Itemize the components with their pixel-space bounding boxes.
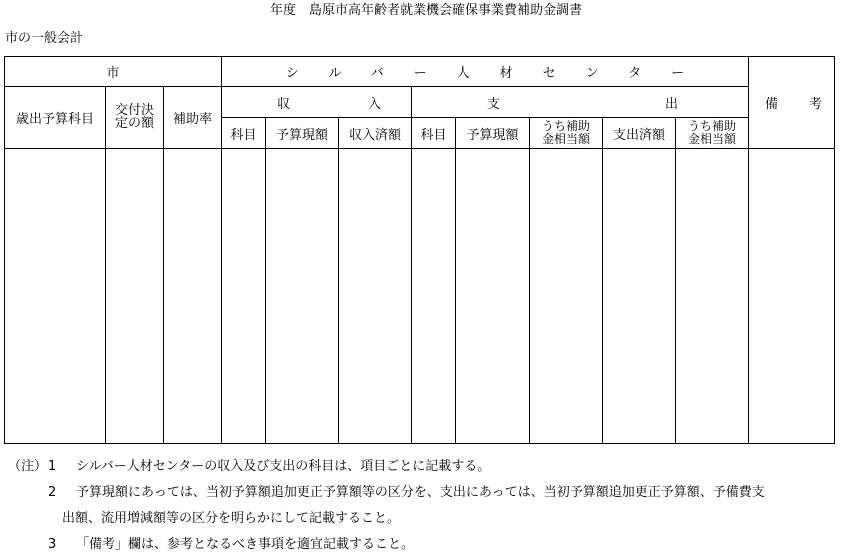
expense-subsidy-share-header xyxy=(530,118,603,149)
decided-line-1: 交付決 xyxy=(114,103,154,118)
silver-center-header xyxy=(222,57,749,87)
city-subject-header: 歳出予算科目 xyxy=(5,87,106,149)
notes-section xyxy=(8,454,852,558)
note-item-1 xyxy=(8,454,852,480)
expense-char-1: 支 xyxy=(487,96,501,112)
note-number: 3 xyxy=(48,537,57,552)
income-header xyxy=(222,87,412,118)
income-received-header: 収入済額 xyxy=(339,118,412,149)
expense-header xyxy=(412,87,749,118)
income-budget-header: 予算現額 xyxy=(266,118,339,149)
expense-paid-header: 支出済額 xyxy=(603,118,676,149)
income-char-2: 入 xyxy=(367,96,381,112)
income-char-1: 収 xyxy=(277,96,291,112)
expense-budget-header: 予算現額 xyxy=(456,118,530,149)
decided-amount-header xyxy=(106,87,164,149)
note-item-2 xyxy=(8,480,852,506)
decided-line-2: 定の額 xyxy=(114,116,154,131)
paid-subsidy-line-2: 金相当額 xyxy=(687,132,736,146)
cell-remarks[interactable] xyxy=(749,149,835,444)
account-label: 市の一般会計 xyxy=(5,31,84,46)
subsidy-rate-header: 補助率 xyxy=(164,87,222,149)
note-text-continued: 出額、流用増減額等の区分を明らかにして記載すること。 xyxy=(62,511,401,526)
subsidy-table xyxy=(4,56,835,444)
cell-expense-subsidy-share[interactable] xyxy=(530,149,603,444)
cell-expense-subject[interactable] xyxy=(412,149,456,444)
notes-prefix: （注） xyxy=(8,459,48,474)
subsidy-share-line-1: うち補助 xyxy=(541,119,590,133)
table-body-row xyxy=(5,149,835,444)
remarks-header xyxy=(749,57,835,149)
cell-decided-amount[interactable] xyxy=(106,149,164,444)
subsidy-share-line-2: 金相当額 xyxy=(541,132,590,146)
note-text: 予算現額にあっては、当初予算額追加更正予算額等の区分を、支出にあっては、当初予算額追加更正予算額、予備費支 xyxy=(76,485,765,500)
expense-subject-header: 科目 xyxy=(412,118,456,149)
cell-income-budget[interactable] xyxy=(266,149,339,444)
cell-income-subject[interactable] xyxy=(222,149,266,444)
cell-paid-subsidy-share[interactable] xyxy=(676,149,749,444)
city-header: 市 xyxy=(5,57,222,87)
cell-income-received[interactable] xyxy=(339,149,412,444)
silver-center-label: シルバー人材センター xyxy=(285,66,715,81)
expense-char-2: 出 xyxy=(664,96,678,112)
document-title: 年度 島原市高年齢者就業機会確保事業費補助金調書 xyxy=(269,3,582,18)
note-item-2-continued xyxy=(8,506,852,532)
cell-expense-paid[interactable] xyxy=(603,149,676,444)
note-item-3 xyxy=(8,532,852,558)
note-number: 1 xyxy=(48,459,57,474)
cell-subsidy-rate[interactable] xyxy=(164,149,222,444)
paid-subsidy-line-1: うち補助 xyxy=(687,119,736,133)
note-text: 「備考」欄は、参考となるべき事項を適宜記載すること。 xyxy=(76,537,415,552)
note-text: シルバー人材センターの収入及び支出の科目は、項目ごとに記載する。 xyxy=(76,459,491,474)
cell-city-subject[interactable] xyxy=(5,149,106,444)
income-subject-header: 科目 xyxy=(222,118,266,149)
note-number: 2 xyxy=(48,485,57,500)
cell-expense-budget[interactable] xyxy=(456,149,530,444)
remarks-char-1: 備 xyxy=(765,97,779,112)
paid-subsidy-share-header xyxy=(676,118,749,149)
remarks-char-2: 考 xyxy=(808,97,822,112)
